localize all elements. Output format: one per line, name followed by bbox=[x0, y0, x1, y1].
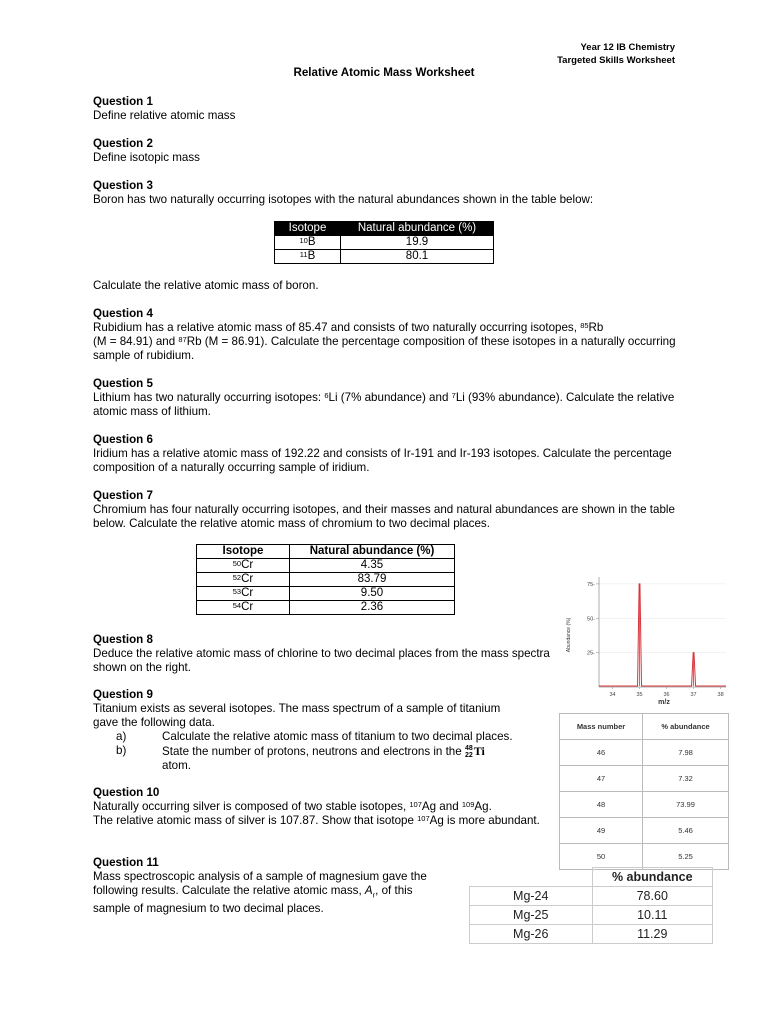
question-text: Define isotopic mass bbox=[93, 151, 200, 164]
chromium-table bbox=[196, 544, 455, 615]
question-10 bbox=[93, 786, 553, 828]
x-axis-label: m/z bbox=[658, 699, 670, 706]
question-4 bbox=[93, 307, 678, 363]
question-11 bbox=[93, 856, 453, 916]
question-heading: Question 8 bbox=[93, 633, 153, 646]
isotope-cell: $^{52}$Cr bbox=[197, 573, 290, 587]
table-row bbox=[197, 573, 455, 587]
abundance-cell: 4.35 bbox=[290, 559, 455, 573]
nuclide-notation: 48 22 bbox=[464, 744, 473, 759]
question-text: Lithium has two naturally occurring isotopes: $^6$Li (7% abundance) and $^7$Li (93% abundance). Calculate the relative atomic mass of lithium. bbox=[93, 391, 675, 418]
question-text: Define relative atomic mass bbox=[93, 109, 236, 122]
page-title: Relative Atomic Mass Worksheet bbox=[293, 66, 475, 79]
table-row: 50 5.25 bbox=[560, 844, 729, 870]
question-text: Naturally occurring silver is composed of two stable isotopes, $^{107}$Ag and $^{109}$Ag. The relative atomic mass of silver is 107.87. Show that isotope $^{107}$Ag is more abundant. bbox=[93, 800, 540, 827]
titanium-table bbox=[559, 713, 729, 870]
question-text: Mass spectroscopic analysis of a sample of magnesium gave the following results. Calculate the relative atomic mass, $A_r$, of this sample of magnesium to two decimal places. bbox=[93, 870, 427, 916]
abundance-cell: 19.9 bbox=[341, 236, 494, 250]
question-2 bbox=[93, 137, 563, 165]
table-row bbox=[197, 559, 455, 573]
question-text: Iridium has a relative atomic mass of 192.22 and consists of Ir-191 and Ir-193 isotopes. Calculate the percentage composition of a naturally occurring sample of iridium. bbox=[93, 447, 672, 474]
series-line bbox=[599, 584, 726, 686]
question-heading: Question 7 bbox=[93, 489, 153, 502]
question-text: Deduce the relative atomic mass of chlorine to two decimal places from the mass spectra shown on the right. bbox=[93, 647, 550, 674]
question-heading: Question 3 bbox=[93, 179, 153, 192]
table-row: Mg-26 11.29 bbox=[470, 925, 713, 944]
isotope-cell: $^{10}$B bbox=[275, 236, 341, 250]
y-tick-label: 50- bbox=[587, 616, 595, 623]
table-row bbox=[275, 236, 494, 250]
x-tick-label: 36 bbox=[663, 692, 670, 698]
table-row bbox=[197, 601, 455, 615]
column-header: % abundance bbox=[643, 714, 729, 740]
question-3 bbox=[93, 179, 678, 207]
question-text: Chromium has four naturally occurring isotopes, and their masses and natural abundances are shown in the table below. Calculate the relative atomic mass of chromium to two decimal places. bbox=[93, 503, 675, 530]
x-tick-label: 35 bbox=[636, 692, 643, 698]
column-header: Mass number bbox=[560, 714, 643, 740]
question-heading: Question 5 bbox=[93, 377, 153, 390]
table-row: Mg-25 10.11 bbox=[470, 906, 713, 925]
column-header: Isotope bbox=[197, 545, 290, 559]
question-heading: Question 10 bbox=[93, 786, 160, 799]
abundance-cell: 83.79 bbox=[290, 573, 455, 587]
column-header: Natural abundance (%) bbox=[290, 545, 455, 559]
table-row bbox=[197, 587, 455, 601]
x-tick-label: 34 bbox=[609, 692, 616, 698]
question-text: Rubidium has a relative atomic mass of 85.47 and consists of two naturally occurring isotopes, $^{85}$Rb (M = 84.91) and $^{87}$Rb (M = 86.91). Calculate the percentage composition of these isotopes in a naturally occurring sample of rubidium. bbox=[93, 321, 676, 362]
table-row: Mg-24 78.60 bbox=[470, 887, 713, 906]
question-heading: Question 4 bbox=[93, 307, 153, 320]
abundance-cell: 9.50 bbox=[290, 587, 455, 601]
question-heading: Question 1 bbox=[93, 95, 153, 108]
table-row: 47 7.32 bbox=[560, 766, 729, 792]
table-row: 48 73.99 bbox=[560, 792, 729, 818]
question-heading: Question 6 bbox=[93, 433, 153, 446]
abundance-cell: 80.1 bbox=[341, 250, 494, 264]
magnesium-table bbox=[469, 867, 713, 944]
boron-table bbox=[274, 221, 494, 264]
column-header: Isotope bbox=[275, 222, 341, 236]
isotope-cell: $^{54}$Cr bbox=[197, 601, 290, 615]
question-5 bbox=[93, 377, 678, 419]
isotope-cell: $^{50}$Cr bbox=[197, 559, 290, 573]
question-heading: Question 2 bbox=[93, 137, 153, 150]
header bbox=[557, 41, 675, 67]
question-3-followup: Calculate the relative atomic mass of boron. bbox=[93, 279, 319, 292]
table-row bbox=[275, 250, 494, 264]
chlorine-mass-spectrum bbox=[560, 575, 730, 710]
abundance-cell: 2.36 bbox=[290, 601, 455, 615]
column-header: % abundance bbox=[592, 868, 713, 887]
sub-question-b: b) State the number of protons, neutrons and electrons in the 48 22Ti atom. bbox=[116, 744, 485, 772]
worksheet-label: Targeted Skills Worksheet bbox=[557, 55, 675, 66]
question-heading: Question 11 bbox=[93, 856, 159, 869]
question-6 bbox=[93, 433, 678, 475]
table-row: 46 7.98 bbox=[560, 740, 729, 766]
question-9 bbox=[93, 688, 513, 773]
table-row: 49 5.46 bbox=[560, 818, 729, 844]
course-label: Year 12 IB Chemistry bbox=[580, 42, 675, 53]
sub-question-a: a) Calculate the relative atomic mass of titanium to two decimal places. bbox=[116, 730, 513, 743]
y-tick-label: 75- bbox=[587, 581, 595, 588]
isotope-cell: $^{11}$B bbox=[275, 250, 341, 264]
y-axis-label: Abundance (%) bbox=[566, 617, 572, 653]
column-header: Natural abundance (%) bbox=[341, 222, 494, 236]
question-text: Boron has two naturally occurring isotopes with the natural abundances shown in the table below: bbox=[93, 193, 594, 206]
x-tick-label: 37 bbox=[690, 692, 697, 698]
question-8 bbox=[93, 633, 563, 675]
isotope-cell: $^{53}$Cr bbox=[197, 587, 290, 601]
y-tick-label: 25- bbox=[587, 650, 595, 657]
question-heading: Question 9 bbox=[93, 688, 153, 701]
question-7 bbox=[93, 489, 678, 531]
question-text: Titanium exists as several isotopes. The mass spectrum of a sample of titanium gave the following data. bbox=[93, 702, 501, 729]
question-1 bbox=[93, 95, 563, 123]
x-tick-label: 38 bbox=[717, 692, 724, 698]
